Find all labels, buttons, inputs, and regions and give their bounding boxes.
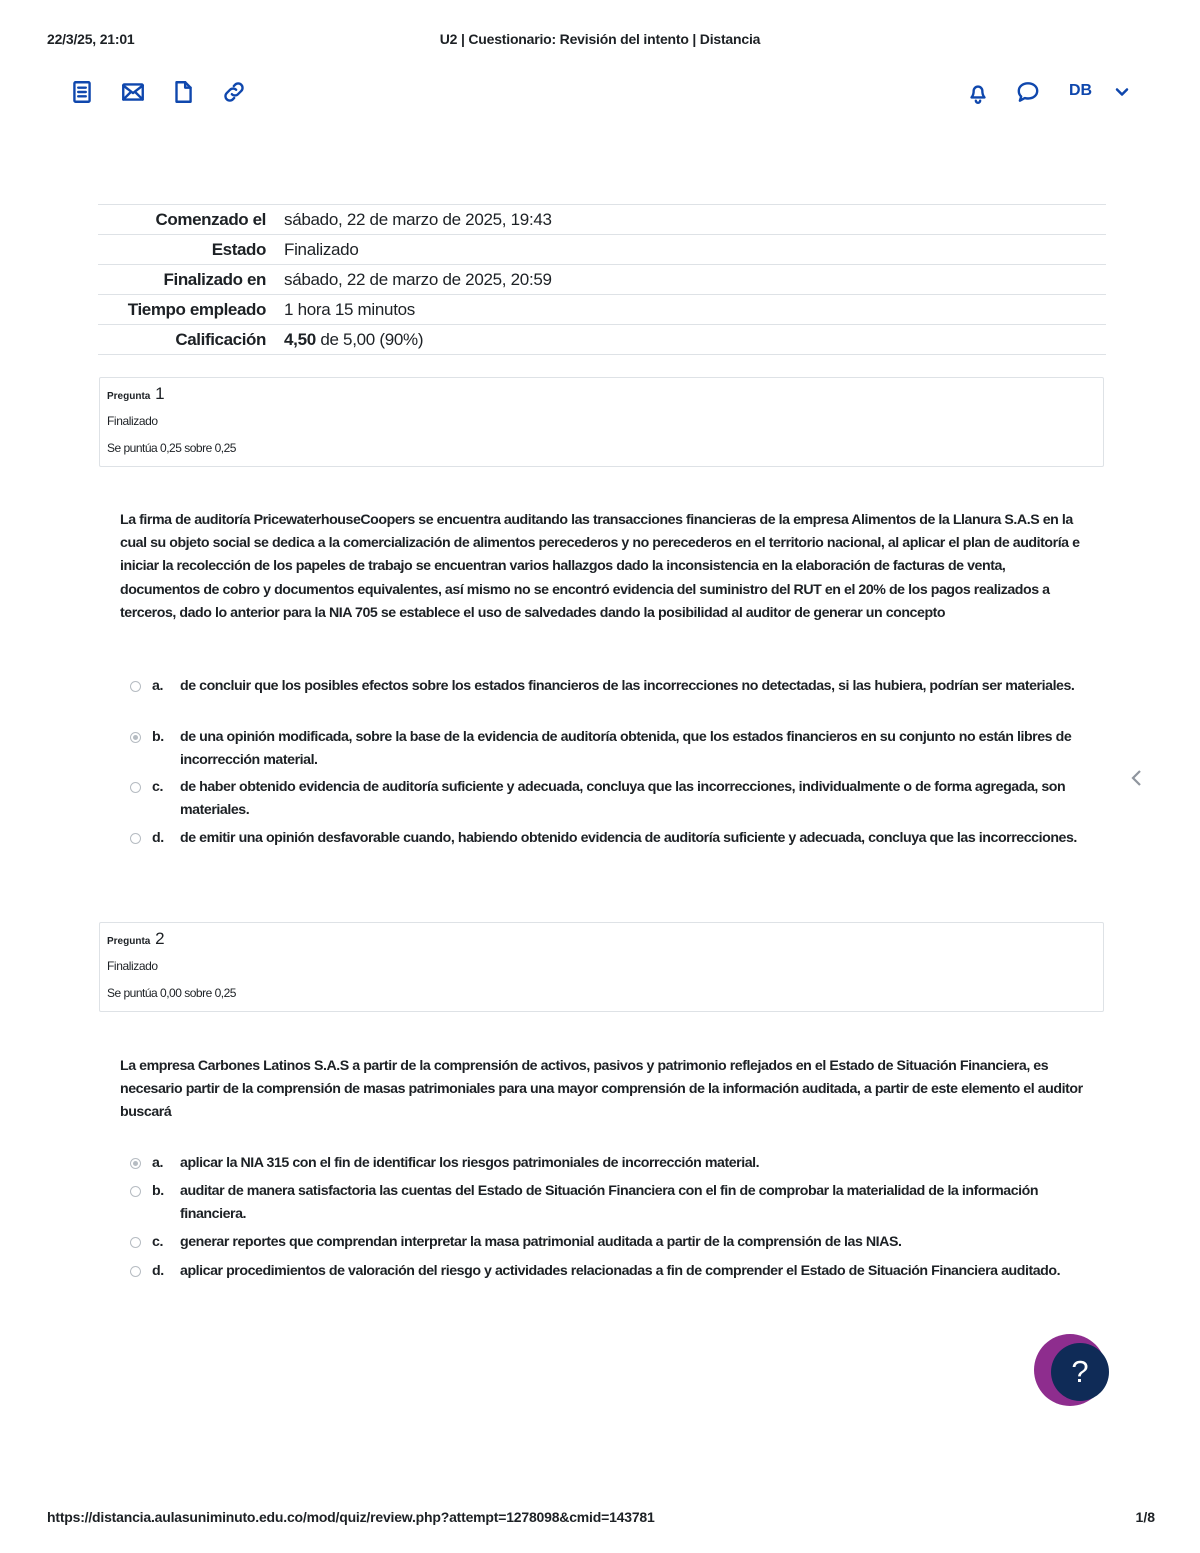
summary-label: Calificación [175, 330, 266, 349]
answer-text: aplicar la NIA 315 con el fin de identificar los riesgos patrimoniales de incorrección material. [180, 1155, 760, 1171]
summary-value: sábado, 22 de marzo de 2025, 19:43 [284, 210, 552, 229]
answer-text: auditar de manera satisfactoria las cuentas del Estado de Situación Financiera con el fin de comprobar la materialidad de la información financiera. [180, 1183, 1039, 1222]
answer-letter: b. [152, 729, 164, 745]
grade-total: de 5,00 (90%) [315, 330, 424, 349]
answer-letter: d. [152, 830, 164, 846]
print-date: 22/3/25, 21:01 [47, 31, 135, 47]
summary-value [274, 325, 1106, 355]
question-text: La firma de auditoría PricewaterhouseCoopers se encuentra auditando las transacciones financieras de la empresa Alimentos de la Llanura S.A.S en la cual su objeto social se dedica a la comercialización de alimentos perecederos y no perecederos en el territorio nacional, al aplicar el plan de auditoría e iniciar la recolección de los papeles de trabajo se encuentran varios hallazgos dado la inconsistencia en la elaboración de facturas de venta, documentos de cobro y documentos equivalentes, así mismo no se encontró evidencia del suministro del RUT en el 20% de los pagos realizados a terceros, dado lo anterior para la NIA 705 se establece el uso de salvedades dando la posibilidad al auditor de generar un concepto [120, 512, 1080, 621]
answer-letter: c. [152, 779, 163, 795]
answer-letter: d. [152, 1263, 164, 1279]
help-button[interactable] [1034, 1334, 1106, 1406]
mail-icon[interactable] [119, 78, 147, 106]
link-icon[interactable] [220, 78, 248, 106]
question-state: Finalizado [107, 959, 158, 973]
question-grade: Se puntúa 0,00 sobre 0,25 [107, 986, 236, 1000]
answer-letter: a. [152, 678, 163, 694]
answer-letter: c. [152, 1234, 163, 1250]
summary-label: Comenzado el [155, 210, 266, 229]
question-number-value: 1 [155, 384, 165, 403]
answer-text: de emitir una opinión desfavorable cuando, habiendo obtenido evidencia de auditoría suficiente y adecuada, concluya que las incorrecciones. [180, 830, 1077, 846]
print-page-number: 1/8 [1135, 1509, 1155, 1525]
question-text: La empresa Carbones Latinos S.A.S a partir de la comprensión de activos, pasivos y patrimonio reflejados en el Estado de Situación Financiera, es necesario partir de la comprensión de masas patrimoniales para una mayor comprensión de la información auditada, a partir de este elemento el auditor buscará [120, 1058, 1083, 1121]
answer-option[interactable] [128, 1152, 1078, 1175]
attempt-summary-table [98, 204, 1106, 355]
summary-label: Estado [211, 240, 266, 259]
summary-value: 1 hora 15 minutos [284, 300, 415, 319]
grade-score: 4,50 [284, 330, 316, 349]
summary-value: sábado, 22 de marzo de 2025, 20:59 [284, 270, 552, 289]
question-info-2 [99, 922, 1104, 1012]
summary-value: Finalizado [284, 240, 359, 259]
question-prefix: Pregunta [107, 391, 151, 402]
summary-row-started [98, 205, 1106, 235]
summary-label: Tiempo empleado [127, 300, 266, 319]
answer-option[interactable] [128, 827, 1078, 850]
answer-option[interactable] [128, 1180, 1078, 1226]
summary-row-finished [98, 265, 1106, 295]
answer-option[interactable] [128, 1260, 1078, 1283]
summary-row-grade [98, 325, 1106, 355]
question-grade: Se puntúa 0,25 sobre 0,25 [107, 441, 236, 455]
question-state: Finalizado [107, 414, 158, 428]
radio-button-selected[interactable] [130, 1158, 141, 1169]
chat-icon[interactable] [1014, 78, 1042, 106]
radio-button[interactable] [130, 1266, 141, 1277]
radio-button-selected[interactable] [130, 732, 141, 743]
answer-option[interactable] [128, 776, 1078, 822]
summary-label: Finalizado en [163, 270, 266, 289]
summary-row-time-taken [98, 295, 1106, 325]
question-info-1 [99, 377, 1104, 467]
print-url: https://distancia.aulasuniminuto.edu.co/mod/quiz/review.php?attempt=1278098&cmid=143781 [47, 1509, 655, 1525]
book-icon[interactable] [68, 78, 96, 106]
answer-text: de una opinión modificada, sobre la base de la evidencia de auditoría obtenida, que los estados financieros en su conjunto no están libres de incorrección material. [180, 729, 1072, 768]
question-prefix: Pregunta [107, 936, 151, 947]
radio-button[interactable] [130, 681, 141, 692]
user-avatar[interactable]: DB [1069, 82, 1093, 99]
radio-button[interactable] [130, 833, 141, 844]
question-number [107, 384, 165, 404]
question-number [107, 929, 165, 949]
answer-option[interactable] [128, 675, 1078, 698]
document-icon[interactable] [169, 78, 197, 106]
radio-button[interactable] [130, 1237, 141, 1248]
answer-text: de haber obtenido evidencia de auditoría suficiente y adecuada, concluya que las incorrecciones, individualmente o de forma agregada, son materiales. [180, 779, 1066, 818]
print-title: U2 | Cuestionario: Revisión del intento | Distancia [439, 31, 761, 47]
answer-text: aplicar procedimientos de valoración del riesgo y actividades relacionadas a fin de comprender el Estado de Situación Financiera auditado. [180, 1263, 1061, 1279]
question-number-value: 2 [155, 929, 165, 948]
answer-text: generar reportes que comprendan interpretar la masa patrimonial auditada a partir de la comprensión de las NIAS. [180, 1234, 902, 1250]
answer-text: de concluir que los posibles efectos sobre los estados financieros de las incorrecciones no detectadas, si las hubiera, podrían ser materiales. [180, 678, 1075, 694]
bell-icon[interactable] [964, 78, 992, 106]
answer-letter: b. [152, 1183, 164, 1199]
help-label: ? [1051, 1343, 1109, 1401]
answer-letter: a. [152, 1155, 163, 1171]
chevron-down-icon[interactable] [1108, 78, 1136, 106]
answer-option[interactable] [128, 726, 1078, 772]
radio-button[interactable] [130, 782, 141, 793]
chevron-left-icon[interactable] [1126, 766, 1146, 790]
radio-button[interactable] [130, 1186, 141, 1197]
answer-option[interactable] [128, 1231, 1078, 1254]
summary-row-state [98, 235, 1106, 265]
